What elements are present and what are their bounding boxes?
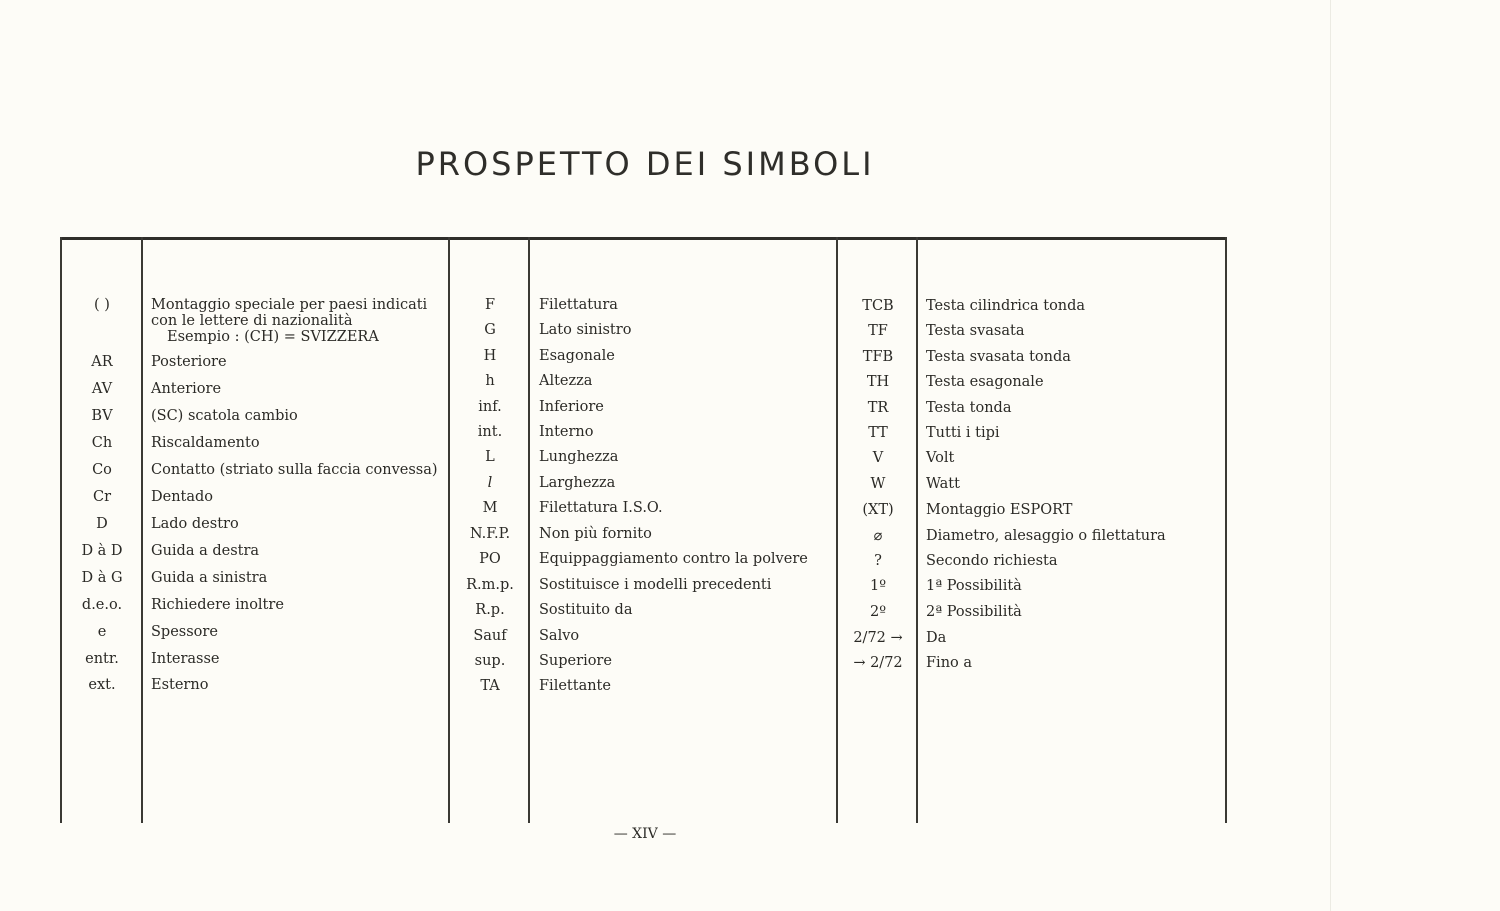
symbol-description: Altezza	[539, 373, 593, 389]
symbol: R.p.	[475, 602, 505, 618]
symbol-description: Dentado	[151, 489, 214, 505]
symbol: 1º	[869, 578, 887, 594]
symbol-description: Posteriore	[151, 354, 227, 370]
symbol: h	[485, 373, 495, 389]
symbol-description: Interasse	[151, 651, 220, 667]
symbol-description: (SC) scatola cambio	[151, 408, 298, 424]
symbol: H	[483, 348, 497, 364]
symbol-description: Esagonale	[539, 348, 615, 364]
symbol: e	[97, 624, 107, 640]
table-top-rule	[60, 237, 1227, 240]
symbol: TCB	[862, 298, 894, 314]
symbol-description: Guida a sinistra	[151, 570, 268, 586]
diameter-icon: ⌀	[873, 528, 883, 544]
symbol: sup.	[474, 653, 506, 669]
symbol-description: Larghezza	[539, 475, 616, 491]
symbol: 2º	[869, 604, 887, 620]
symbols-table	[60, 237, 1227, 823]
symbol: → 2/72	[853, 655, 903, 671]
symbol-description: 2ª Possibilità	[926, 604, 1022, 620]
symbol-description: Testa svasata tonda	[926, 349, 1071, 365]
symbol: ( )	[94, 297, 110, 313]
symbol-description: Testa tonda	[926, 400, 1012, 416]
symbol: l	[487, 475, 493, 491]
page-title: PROSPETTO DEI SIMBOLI	[415, 145, 875, 183]
symbol: W	[870, 476, 886, 492]
symbol: int.	[477, 424, 503, 440]
symbol: M	[482, 500, 498, 516]
description-example: Esempio : (CH) = SVIZZERA	[167, 329, 379, 345]
symbol: TH	[866, 374, 890, 390]
symbol-description: Filettatura	[539, 297, 618, 313]
description-line: lettere di nazionalità	[199, 313, 353, 329]
symbol: Sauf	[473, 628, 507, 644]
symbol: d.e.o.	[81, 597, 123, 613]
symbol: L	[485, 449, 495, 465]
symbol: D à G	[81, 570, 123, 586]
symbol-description: Filettante	[539, 678, 611, 694]
symbol: Cr	[92, 489, 112, 505]
page-number: — XIV —	[613, 826, 677, 842]
page-edge	[1330, 0, 1331, 911]
symbol: Co	[92, 462, 112, 478]
symbol-description: Guida a destra	[151, 543, 260, 559]
symbol: Ch	[91, 435, 113, 451]
symbol: TF	[868, 323, 888, 339]
symbol: inf.	[478, 399, 502, 415]
symbol-description: Riscaldamento	[151, 435, 260, 451]
symbol: ext.	[88, 677, 116, 693]
symbol-description	[151, 297, 446, 345]
symbol: N.F.P.	[469, 526, 511, 542]
symbol-description: Lunghezza	[539, 449, 619, 465]
description-line: Montaggio speciale per paesi indicati con le	[151, 297, 428, 329]
symbol-description: Anteriore	[151, 381, 222, 397]
symbol-description: Testa svasata	[926, 323, 1025, 339]
symbol: D à D	[81, 543, 123, 559]
symbol: TR	[867, 400, 889, 416]
symbol: AR	[91, 354, 113, 370]
symbol: PO	[479, 551, 501, 567]
symbol-description: Tutti i tipi	[926, 425, 1000, 441]
symbol-description: Testa cilindrica tonda	[926, 298, 1086, 314]
symbol-description: Salvo	[539, 628, 580, 644]
column-divider	[60, 237, 62, 823]
symbol: AV	[91, 381, 113, 397]
symbol: TFB	[862, 349, 894, 365]
symbol-description: Volt	[926, 450, 955, 466]
symbol-description: Interno	[539, 424, 594, 440]
symbol-description: Fino a	[926, 655, 973, 671]
symbol-description: Equippaggiamento contro la polvere	[539, 551, 808, 567]
symbol: R.m.p.	[466, 577, 514, 593]
symbol-description: Inferiore	[539, 399, 604, 415]
symbol: (XT)	[862, 502, 894, 518]
symbol-description: Non più fornito	[539, 526, 652, 542]
symbol: V	[872, 450, 884, 466]
symbol-description: 1ª Possibilità	[926, 578, 1022, 594]
symbol-description: Spessore	[151, 624, 218, 640]
symbol: G	[484, 322, 496, 338]
symbol: TT	[868, 425, 888, 441]
symbol-description: Contatto (striato sulla faccia convessa)	[151, 462, 438, 478]
symbol: ?	[874, 553, 882, 569]
symbol-description: Sostituisce i modelli precedenti	[539, 577, 772, 593]
symbol-description: Filettatura I.S.O.	[539, 500, 663, 516]
symbol: BV	[91, 408, 113, 424]
column-divider	[141, 237, 143, 823]
symbol-description: Lato sinistro	[539, 322, 632, 338]
symbol-description: Secondo richiesta	[926, 553, 1058, 569]
symbol-description: Watt	[926, 476, 960, 492]
symbol-description: Diametro, alesaggio o filettatura	[926, 528, 1166, 544]
symbol-description: Da	[926, 630, 947, 646]
symbol-description: Lado destro	[151, 516, 239, 532]
symbol: TA	[480, 678, 500, 694]
symbol: 2/72 →	[853, 630, 903, 646]
symbol: F	[484, 297, 496, 313]
symbol-description: Superiore	[539, 653, 612, 669]
symbol: entr.	[85, 651, 119, 667]
symbol-description: Esterno	[151, 677, 209, 693]
symbol-description: Montaggio ESPORT	[926, 502, 1073, 518]
symbol: D	[96, 516, 108, 532]
symbol-description: Testa esagonale	[926, 374, 1044, 390]
symbol-description: Richiedere inoltre	[151, 597, 284, 613]
symbol-description: Sostituito da	[539, 602, 633, 618]
